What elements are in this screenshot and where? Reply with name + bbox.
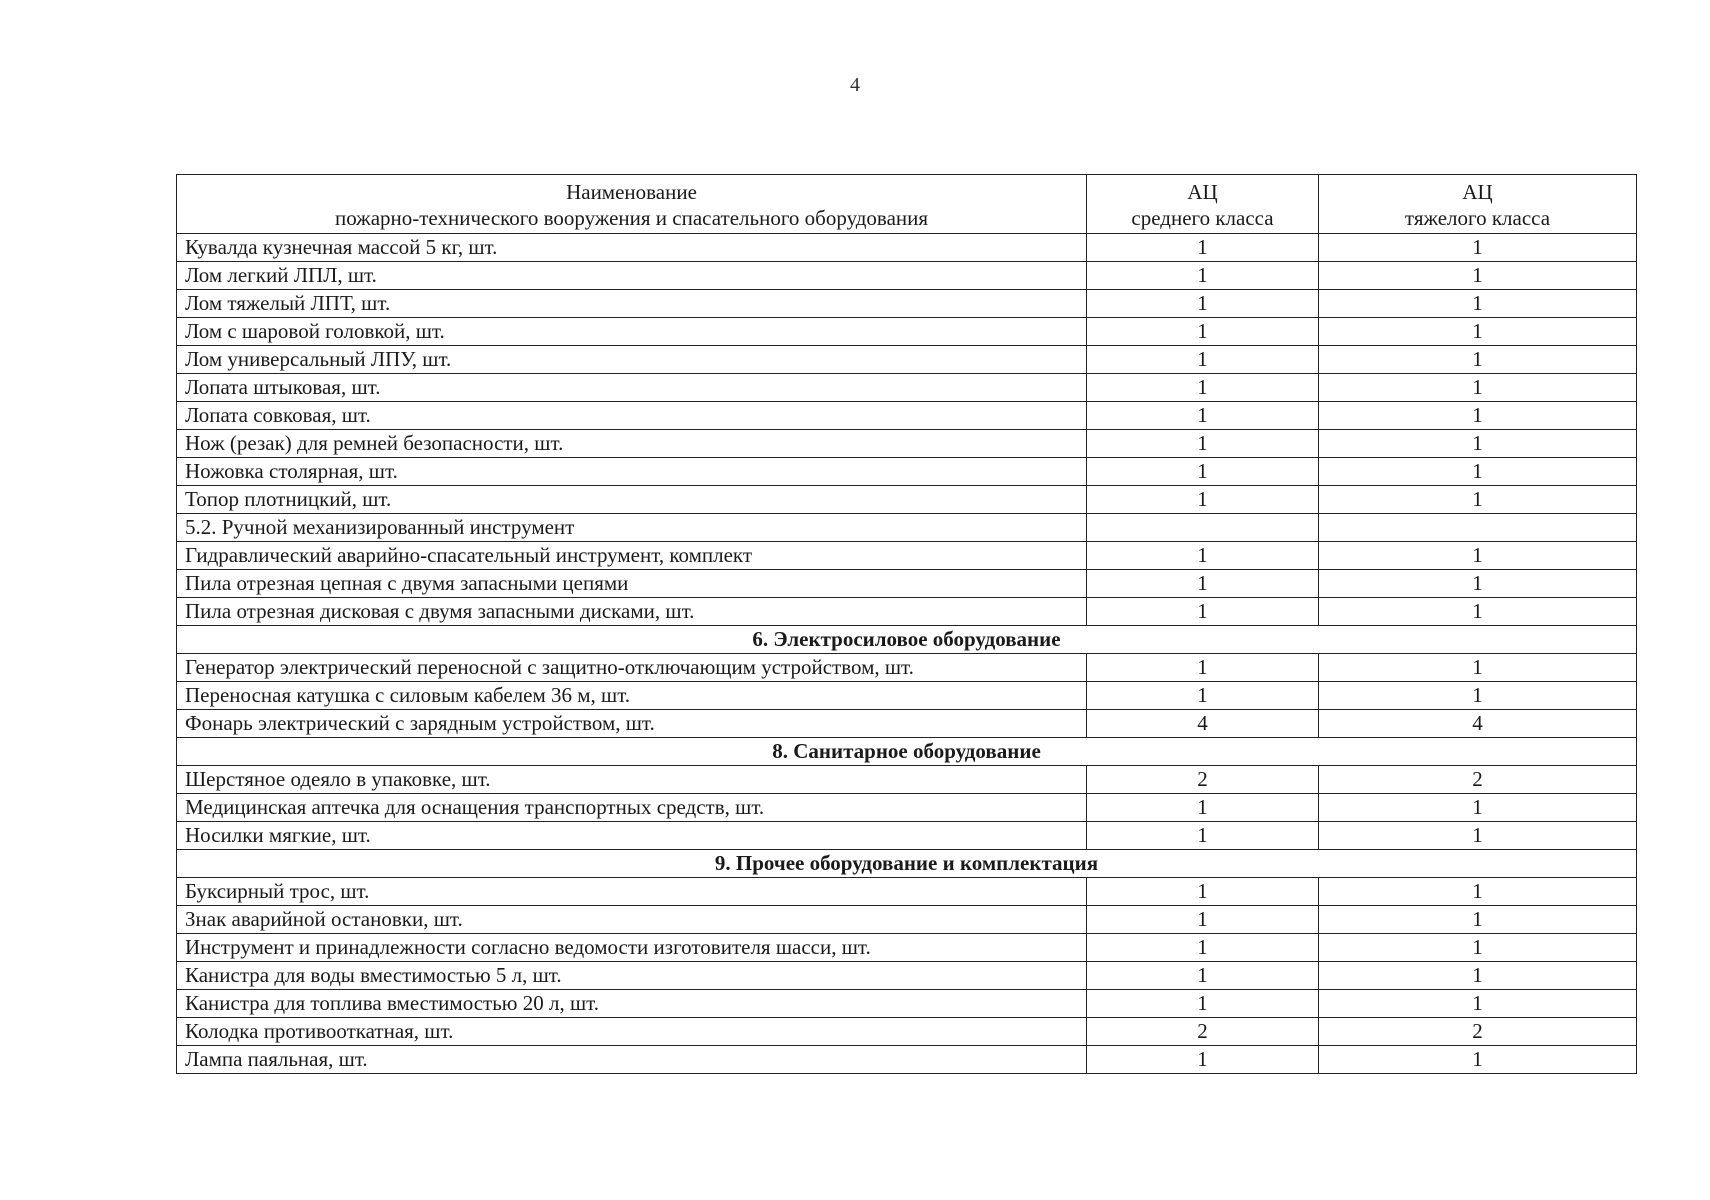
medium-class-qty: 1 [1087, 430, 1319, 458]
medium-class-qty: 1 [1087, 262, 1319, 290]
item-name: Фонарь электрический с зарядным устройством, шт. [177, 710, 1087, 738]
medium-class-qty: 1 [1087, 598, 1319, 626]
heavy-class-qty: 1 [1319, 262, 1637, 290]
item-name: Пила отрезная цепная с двумя запасными цепями [177, 570, 1087, 598]
section-row [177, 850, 1637, 878]
medium-class-qty: 1 [1087, 1046, 1319, 1074]
item-name: Лом тяжелый ЛПТ, шт. [177, 290, 1087, 318]
medium-class-qty: 1 [1087, 654, 1319, 682]
table-row [177, 962, 1637, 990]
medium-class-qty: 1 [1087, 962, 1319, 990]
item-name: 5.2. Ручной механизированный инструмент [177, 514, 1087, 542]
medium-class-qty: 2 [1087, 1018, 1319, 1046]
heavy-class-qty: 1 [1319, 542, 1637, 570]
table-header [177, 175, 1637, 234]
equipment-table [176, 174, 1637, 1074]
item-name: Канистра для топлива вместимостью 20 л, шт. [177, 990, 1087, 1018]
page-number: 4 [850, 74, 860, 96]
medium-class-qty: 1 [1087, 486, 1319, 514]
item-name: Медицинская аптечка для оснащения транспортных средств, шт. [177, 794, 1087, 822]
heavy-class-qty: 1 [1319, 822, 1637, 850]
item-name: Инструмент и принадлежности согласно ведомости изготовителя шасси, шт. [177, 934, 1087, 962]
table-row [177, 402, 1637, 430]
header-heavy-class [1319, 175, 1637, 234]
table-row [177, 486, 1637, 514]
item-name: Генератор электрический переносной с защитно-отключающим устройством, шт. [177, 654, 1087, 682]
table-row [177, 458, 1637, 486]
heavy-class-qty: 1 [1319, 374, 1637, 402]
table-row [177, 290, 1637, 318]
heavy-class-qty: 1 [1319, 290, 1637, 318]
medium-class-qty: 1 [1087, 318, 1319, 346]
item-name: Знак аварийной остановки, шт. [177, 906, 1087, 934]
table-body [177, 234, 1637, 1074]
medium-class-qty: 1 [1087, 822, 1319, 850]
item-name: Топор плотницкий, шт. [177, 486, 1087, 514]
medium-class-qty: 1 [1087, 794, 1319, 822]
heavy-class-qty [1319, 514, 1637, 542]
table-row [177, 598, 1637, 626]
header-name-line2: пожарно-технического вооружения и спасательного оборудования [334, 206, 929, 230]
medium-class-qty: 1 [1087, 542, 1319, 570]
medium-class-qty: 1 [1087, 934, 1319, 962]
item-name: Лопата совковая, шт. [177, 402, 1087, 430]
header-name [177, 175, 1087, 234]
heavy-class-qty: 1 [1319, 990, 1637, 1018]
table-row [177, 570, 1637, 598]
medium-class-qty: 1 [1087, 682, 1319, 710]
heavy-class-qty: 1 [1319, 570, 1637, 598]
item-name: Канистра для воды вместимостью 5 л, шт. [177, 962, 1087, 990]
header-name-line1: Наименование [566, 180, 697, 204]
heavy-class-qty: 2 [1319, 1018, 1637, 1046]
heavy-class-qty: 1 [1319, 794, 1637, 822]
table-row [177, 234, 1637, 262]
heavy-class-qty: 4 [1319, 710, 1637, 738]
table-row [177, 1018, 1637, 1046]
heavy-class-qty: 1 [1319, 402, 1637, 430]
item-name: Гидравлический аварийно-спасательный инструмент, комплект [177, 542, 1087, 570]
header-mid-line1: АЦ [1187, 180, 1218, 204]
medium-class-qty: 2 [1087, 766, 1319, 794]
medium-class-qty: 1 [1087, 290, 1319, 318]
medium-class-qty: 1 [1087, 234, 1319, 262]
item-name: Лом универсальный ЛПУ, шт. [177, 346, 1087, 374]
table-row [177, 514, 1637, 542]
table-row [177, 878, 1637, 906]
section-title: 9. Прочее оборудование и комплектация [177, 850, 1637, 878]
heavy-class-qty: 1 [1319, 654, 1637, 682]
item-name: Лом с шаровой головкой, шт. [177, 318, 1087, 346]
heavy-class-qty: 1 [1319, 346, 1637, 374]
heavy-class-qty: 1 [1319, 318, 1637, 346]
heavy-class-qty: 1 [1319, 934, 1637, 962]
heavy-class-qty: 1 [1319, 598, 1637, 626]
item-name: Кувалда кузнечная массой 5 кг, шт. [177, 234, 1087, 262]
table-row [177, 318, 1637, 346]
medium-class-qty: 1 [1087, 906, 1319, 934]
heavy-class-qty: 1 [1319, 906, 1637, 934]
heavy-class-qty: 1 [1319, 486, 1637, 514]
item-name: Нож (резак) для ремней безопасности, шт. [177, 430, 1087, 458]
heavy-class-qty: 1 [1319, 430, 1637, 458]
medium-class-qty: 4 [1087, 710, 1319, 738]
heavy-class-qty: 1 [1319, 682, 1637, 710]
heavy-class-qty: 1 [1319, 878, 1637, 906]
medium-class-qty: 1 [1087, 346, 1319, 374]
heavy-class-qty: 1 [1319, 1046, 1637, 1074]
medium-class-qty: 1 [1087, 878, 1319, 906]
table-row [177, 1046, 1637, 1074]
section-title: 8. Санитарное оборудование [177, 738, 1637, 766]
item-name: Лопата штыковая, шт. [177, 374, 1087, 402]
section-row [177, 626, 1637, 654]
heavy-class-qty: 1 [1319, 962, 1637, 990]
item-name: Шерстяное одеяло в упаковке, шт. [177, 766, 1087, 794]
table-row [177, 262, 1637, 290]
table-row [177, 822, 1637, 850]
table-row [177, 990, 1637, 1018]
section-row [177, 738, 1637, 766]
heavy-class-qty: 1 [1319, 458, 1637, 486]
section-title: 6. Электросиловое оборудование [177, 626, 1637, 654]
item-name: Ножовка столярная, шт. [177, 458, 1087, 486]
table-row [177, 346, 1637, 374]
table-row [177, 682, 1637, 710]
item-name: Лом легкий ЛПЛ, шт. [177, 262, 1087, 290]
table-row [177, 542, 1637, 570]
item-name: Носилки мягкие, шт. [177, 822, 1087, 850]
medium-class-qty: 1 [1087, 374, 1319, 402]
table-row [177, 710, 1637, 738]
item-name: Буксирный трос, шт. [177, 878, 1087, 906]
table-row [177, 906, 1637, 934]
medium-class-qty: 1 [1087, 458, 1319, 486]
table-row [177, 374, 1637, 402]
medium-class-qty: 1 [1087, 990, 1319, 1018]
item-name: Колодка противооткатная, шт. [177, 1018, 1087, 1046]
header-heavy-line2: тяжелого класса [1404, 206, 1551, 230]
item-name: Пила отрезная дисковая с двумя запасными дисками, шт. [177, 598, 1087, 626]
item-name: Лампа паяльная, шт. [177, 1046, 1087, 1074]
table-row [177, 766, 1637, 794]
header-heavy-line1: АЦ [1462, 180, 1493, 204]
item-name: Переносная катушка с силовым кабелем 36 м, шт. [177, 682, 1087, 710]
medium-class-qty: 1 [1087, 402, 1319, 430]
table-row [177, 430, 1637, 458]
table-row [177, 654, 1637, 682]
header-row [177, 175, 1637, 234]
table-row [177, 794, 1637, 822]
header-medium-class [1087, 175, 1319, 234]
table-row [177, 934, 1637, 962]
header-mid-line2: среднего класса [1131, 206, 1274, 230]
medium-class-qty: 1 [1087, 570, 1319, 598]
heavy-class-qty: 2 [1319, 766, 1637, 794]
heavy-class-qty: 1 [1319, 234, 1637, 262]
medium-class-qty [1087, 514, 1319, 542]
